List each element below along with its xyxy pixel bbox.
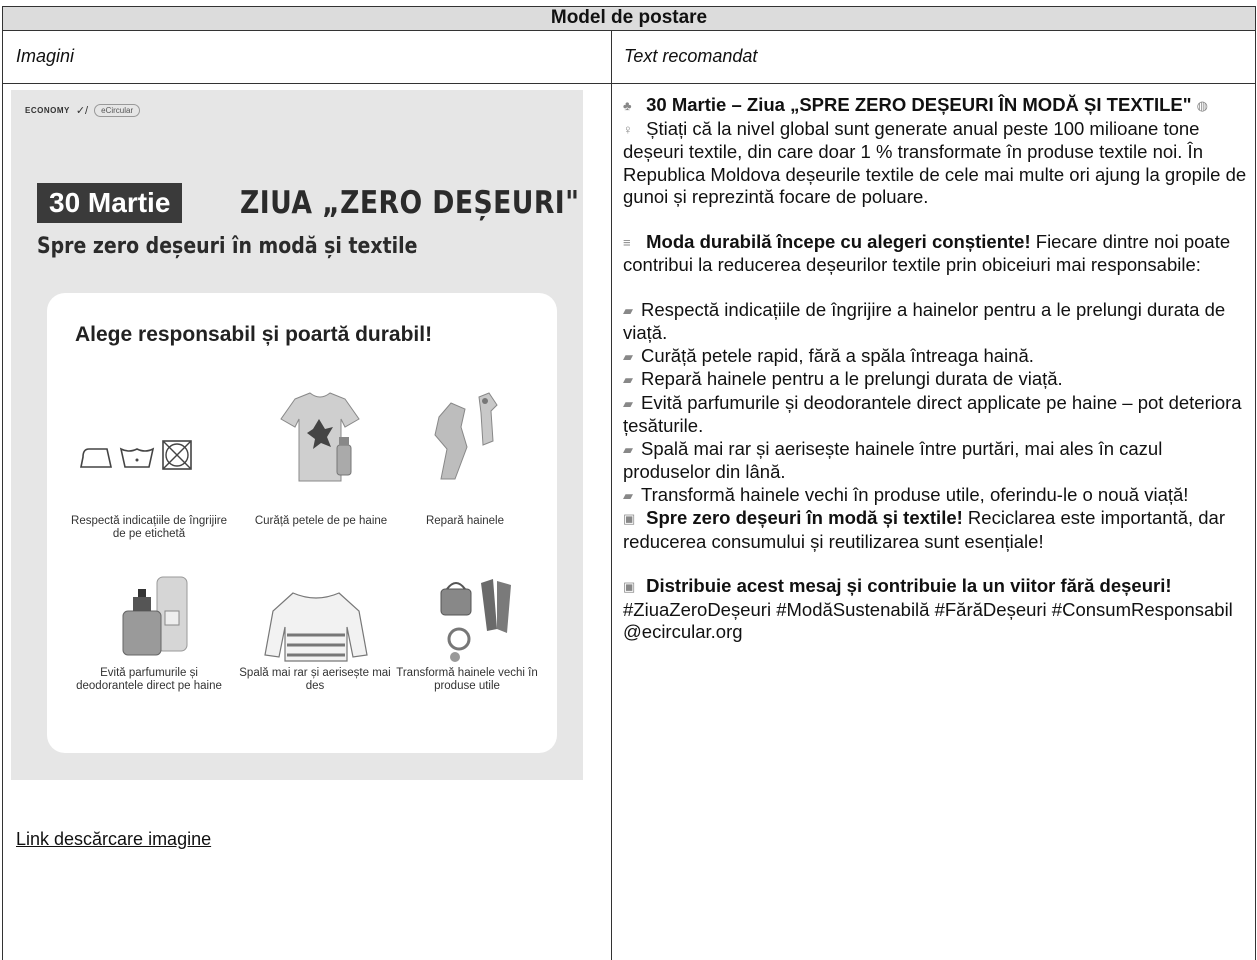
post-model-table <box>2 6 1256 960</box>
poster-logos <box>25 104 140 117</box>
list-item: ▰ Evită parfumurile și deodorantele direct applicate pe haine – pot deteriora țesăturile. <box>623 391 1242 436</box>
check-icon: ▰ <box>623 395 633 411</box>
poster-date: 30 Martie <box>37 183 182 223</box>
list-item: ▰ Respectă indicațiile de îngrijire a hainelor pentru a le prelungi durata de viață. <box>623 298 1226 343</box>
tip-transform: Transformă hainele vechi în produse utile <box>396 667 538 692</box>
ecircular-logo: eCircular <box>94 104 140 117</box>
tip-repair: Repară hainele <box>425 515 504 527</box>
list-item: ▰ Curăță petele rapid, fără a spăla întreaga haină. <box>623 345 1247 369</box>
tips-card <box>47 293 557 753</box>
repair-clothes-icon <box>425 387 509 487</box>
tip-wash-less: Spală mai rar și aerisește mai des <box>239 667 391 692</box>
recycle-icon: ▣ <box>623 511 636 526</box>
images-cell <box>3 84 612 960</box>
poster-subheading: Spre zero deșeuri în modă și textile <box>37 234 418 259</box>
perfume-icon <box>115 571 205 667</box>
zero-waste-paragraph: ▣ Spre zero deșeuri în modă și textile! Reciclarea este importantă, dar reducerea consumului și reutilizarea sunt esențiale! <box>623 507 1226 552</box>
stained-shirt-icon <box>275 389 365 489</box>
check-icon: ▰ <box>623 441 633 457</box>
header-images: Imagini <box>3 31 612 84</box>
share-icon: ▣ <box>623 579 636 594</box>
hashtags: #ZiuaZeroDeșeuri #ModăSustenabilă #FărăDeșeuri #ConsumResponsabil @ecircular.org <box>623 598 1233 642</box>
image-download-link[interactable]: Link descărcare imagine <box>16 829 212 849</box>
check-icon: ▰ <box>623 487 633 503</box>
poster-image <box>11 90 583 780</box>
post-heading: ♣ 30 Martie – Ziua „SPRE ZERO DEȘEURI ÎN MODĂ ȘI TEXTILE" ◍ <box>623 94 1247 118</box>
list-item: ▰ Repară hainele pentru a le prelungi durata de viață. <box>623 368 1247 392</box>
list-item: ▰ Spală mai rar și aerisește hainele între purtări, mai ales în cazul produselor din lână. <box>623 437 1163 482</box>
tip-perfume: Evită parfumurile și deodorantele direct pe haine <box>76 667 222 692</box>
check-icon: ▰ <box>623 302 633 318</box>
check-icon: ▰ <box>623 372 633 387</box>
tip-clean-stains: Curăță petele de pe haine <box>254 515 388 527</box>
recommended-text-cell <box>612 84 1256 960</box>
poster-heading: ZIUA „ZERO DEȘEURI" <box>240 185 580 221</box>
card-title: Alege responsabil și poartă durabil! <box>75 323 433 346</box>
tip-care-label: Respectă indicațiile de îngrijire de pe etichetă <box>71 515 227 540</box>
share-paragraph: ▣ Distribuie acest mesaj și contribuie la un viitor fără deșeuri! <box>623 575 1247 599</box>
table-title: Model de postare <box>3 7 1256 31</box>
earth-icon: ♣ <box>623 98 632 113</box>
check-icon: ▰ <box>623 348 633 364</box>
list-item: ▰ Transformă hainele vechi în produse utile, oferindu-le o nouă viață! <box>623 484 1247 508</box>
care-symbols-icon <box>77 435 197 475</box>
sweater-icon <box>261 585 371 667</box>
durable-fashion-paragraph: ≡ Moda durabilă începe cu alegeri conștiente! Fiecare dintre noi poate contribui la reducerea deșeurilor textile prin obiceiuri mai responsabile: <box>623 230 1231 275</box>
transform-clothes-icon <box>435 569 525 667</box>
intro-paragraph: ♀ Știați că la nivel global sunt generate anual peste 100 milioane tone deșeuri textile, din care doar 1 % transformate în produse textile noi. În Republica Moldova deșeurile textile de cele mai multe ori ajung la gropile de gunoi și reprezintă focare de poluare. <box>623 117 1247 207</box>
check-mark-icon: ✓/ <box>75 105 89 117</box>
lightbulb-icon: ♀ <box>623 121 633 137</box>
economy-logo: ECONOMY <box>25 106 70 115</box>
globe-icon: ◍ <box>1196 98 1208 113</box>
header-recommended-text: Text recomandat <box>612 31 1256 84</box>
shirt-icon: ≡ <box>623 234 631 250</box>
